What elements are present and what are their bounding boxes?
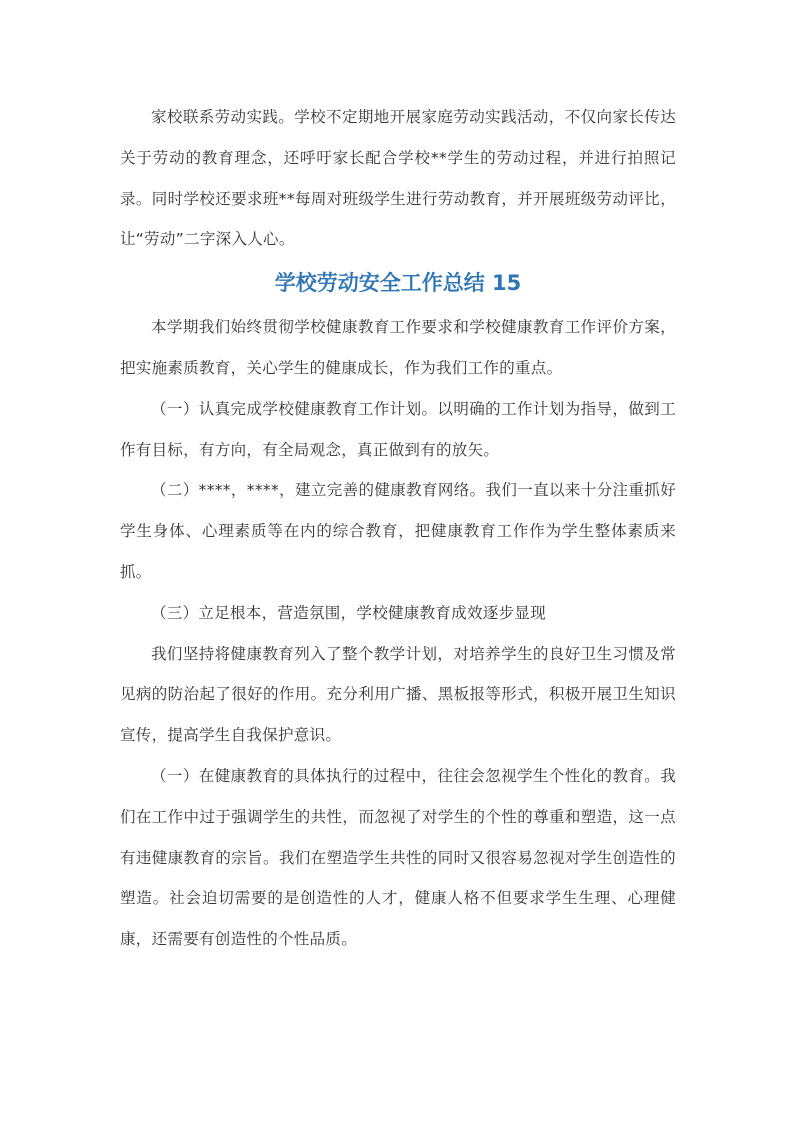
intro-paragraph: 家校联系劳动实践。学校不定期地开展家庭劳动实践活动，不仅向家长传达关于劳动的教育理念，还呼吁家长配合学校**学生的劳动过程，并进行拍照记录。同时学校还要求班**每周对班级学生进行劳动教育，并开展班级劳动评比，让“劳动”二字深入人心。 bbox=[120, 108, 676, 249]
body-paragraph-1: 本学期我们始终贯彻学校健康教育工作要求和学校健康教育工作评价方案，把实施素质教育，关心学生的健康成长，作为我们工作的重点。 bbox=[120, 318, 676, 377]
body-paragraph-2: （一）认真完成学校健康教育工作计划。以明确的工作计划为指导，做到工作有目标，有方向，有全局观念，真正做到有的放矢。 bbox=[120, 399, 676, 459]
body-paragraph-4: （三）立足根本，营造氛围，学校健康教育成效逐步显现 bbox=[151, 603, 547, 622]
section-heading: 学校劳动安全工作总结 15 bbox=[274, 271, 522, 296]
body-paragraph-5: 我们坚持将健康教育列入了整个教学计划，对培养学生的良好卫生习惯及常见病的防治起了很好的作用。充分利用广播、黑板报等形式，积极开展卫生知识宣传，提高学生自我保护意识。 bbox=[120, 644, 676, 745]
body-paragraph-6: （一）在健康教育的具体执行的过程中，往往会忽视学生个性化的教育。我们在工作中过于强调学生的共性，而忽视了对学生的个性的尊重和塑造，这一点有违健康教育的宗旨。我们在塑造学生共性的同时又很容易忽视对学生创造性的塑造。社会迫切需要的是创造性的人才，健康人格不但要求学生生理、心理健康，还需要有创造性的个性品质。 bbox=[120, 766, 676, 949]
document-body bbox=[120, 97, 676, 960]
body-paragraph-3: （二）****，****，建立完善的健康教育网络。我们一直以来十分注重抓好学生身体、心理素质等在内的综合教育，把健康教育工作作为学生整体素质来抓。 bbox=[120, 481, 676, 581]
